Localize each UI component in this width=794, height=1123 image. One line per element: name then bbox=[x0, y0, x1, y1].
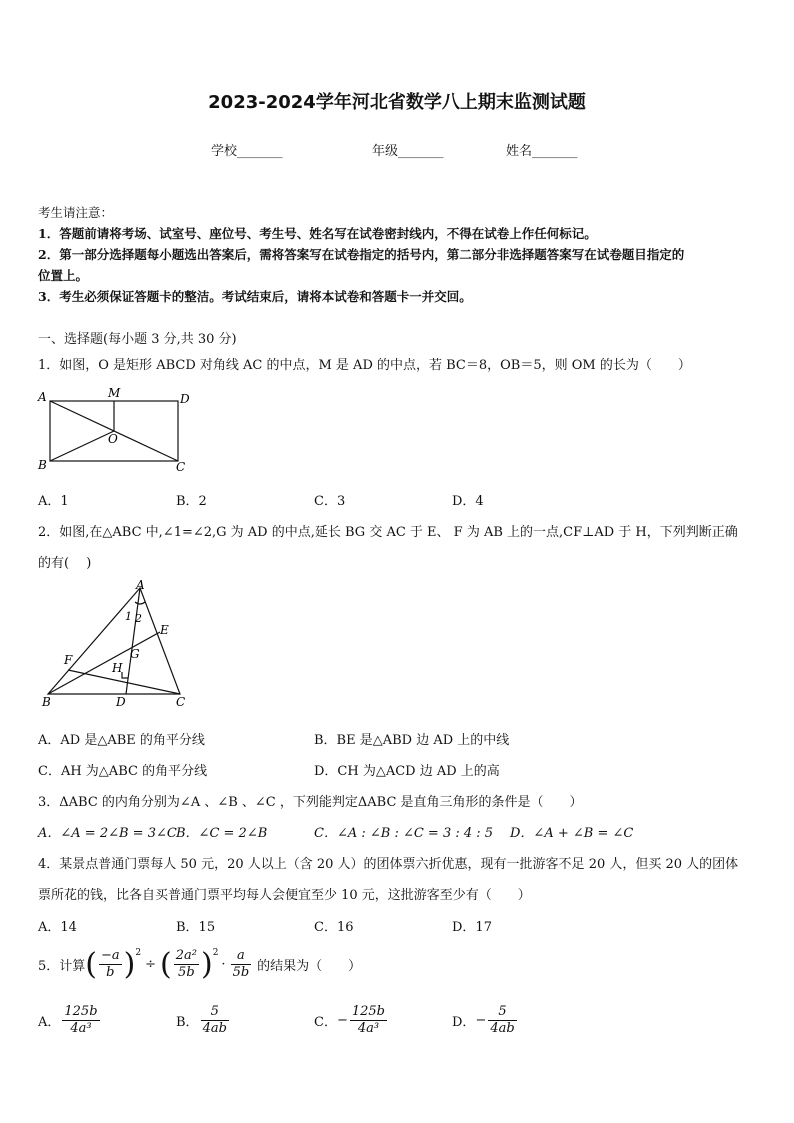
q2-option-d[interactable]: D．CH 为△ACD 边 AD 上的高 bbox=[314, 764, 500, 779]
q2-option-b[interactable]: B．BE 是△ABD 边 AD 上的中线 bbox=[314, 733, 510, 748]
q5-option-a-denominator: 4a³ bbox=[70, 1021, 92, 1036]
label-c: C bbox=[176, 695, 186, 709]
label-m: M bbox=[108, 386, 121, 400]
q5-option-b-label: B． bbox=[176, 1015, 199, 1030]
q4-option-c[interactable]: C．16 bbox=[314, 920, 354, 935]
notice-heading: 考生请注意： bbox=[38, 205, 114, 220]
left-paren: ( bbox=[85, 946, 97, 982]
q4-stem-line1: 4．某景点普通门票每人 50 元，20 人以上（含 20 人）的团体票六折优惠，现有一批游客不足 20 人，但买 20 人的团体 bbox=[38, 857, 739, 872]
q1-option-d[interactable]: D．4 bbox=[452, 494, 484, 509]
q5-option-d-denominator: 4ab bbox=[490, 1021, 515, 1036]
label-a: A bbox=[136, 578, 145, 592]
name-field[interactable]: 姓名_______ bbox=[506, 144, 578, 159]
q5-option-d-numerator: 5 bbox=[488, 1004, 516, 1021]
q5-option-c-sign: − bbox=[336, 1013, 348, 1028]
q3-stem: 3．ΔABC 的内角分别为∠A 、∠B 、∠C ，下列能判定ΔABC 是直角三角形的条件是（ ） bbox=[38, 795, 583, 810]
q3-option-c[interactable]: C．∠A : ∠B : ∠C = 3 : 4 : 5 bbox=[314, 826, 494, 841]
q1-figure bbox=[34, 385, 194, 475]
q5-option-d-sign: − bbox=[475, 1013, 487, 1028]
q2-option-a[interactable]: A．AD 是△ABE 的角平分线 bbox=[38, 733, 205, 748]
label-f: F bbox=[64, 653, 73, 667]
q5-option-b[interactable] bbox=[176, 1004, 231, 1037]
label-h: H bbox=[112, 661, 123, 675]
grade-field[interactable]: 年级_______ bbox=[372, 144, 444, 159]
q3-option-a[interactable]: A．∠A = 2∠B = 3∠C bbox=[38, 826, 177, 841]
q5-option-a-label: A． bbox=[38, 1015, 61, 1030]
q5-f3-denominator: 5b bbox=[232, 965, 250, 980]
q5-exponent-2: 2 bbox=[212, 948, 219, 958]
q5-f1-numerator: −a bbox=[101, 948, 120, 963]
q2-stem-line2: 的有( ) bbox=[38, 556, 92, 571]
label-b: B bbox=[42, 695, 51, 709]
q5-option-c[interactable] bbox=[314, 1004, 389, 1037]
section-title: 一、选择题(每小题 3 分,共 30 分) bbox=[38, 332, 237, 347]
q5-option-d-fraction bbox=[488, 1004, 516, 1037]
q5-option-b-numerator: 5 bbox=[201, 1004, 229, 1021]
q5-f3-numerator: a bbox=[231, 948, 252, 965]
label-angle-1: 1 bbox=[125, 610, 132, 623]
q5-option-b-fraction bbox=[201, 1004, 229, 1037]
page-title: 2023-2024学年河北省数学八上期末监测试题 bbox=[208, 92, 586, 113]
q5-fraction-3 bbox=[231, 948, 252, 981]
q5-option-a-fraction bbox=[62, 1004, 99, 1037]
left-paren: ( bbox=[160, 946, 172, 982]
q5-fraction-1 bbox=[99, 948, 122, 981]
label-angle-2: 2 bbox=[135, 612, 142, 625]
q5-divide-sign: ÷ bbox=[145, 957, 157, 972]
notice-item-3: 3．考生必须保证答题卡的整洁。考试结束后，请将本试卷和答题卡一并交回。 bbox=[38, 289, 472, 304]
q2-option-c[interactable]: C．AH 为△ABC 的角平分线 bbox=[38, 764, 208, 779]
right-paren: ) bbox=[200, 946, 213, 982]
q5-option-c-numerator: 125b bbox=[351, 1004, 385, 1019]
q4-option-b[interactable]: B．15 bbox=[176, 920, 216, 935]
q5-option-a-numerator: 125b bbox=[64, 1004, 98, 1019]
q5-option-c-label: C． bbox=[314, 1015, 337, 1030]
q5-fraction-2 bbox=[174, 948, 199, 981]
q1-option-a[interactable]: A．1 bbox=[38, 494, 69, 509]
label-o: O bbox=[108, 432, 118, 446]
segment-cf bbox=[68, 670, 180, 694]
label-d: D bbox=[180, 392, 190, 406]
q5-stem bbox=[38, 948, 361, 981]
q4-option-d[interactable]: D．17 bbox=[452, 920, 492, 935]
q1-option-b[interactable]: B．2 bbox=[176, 494, 207, 509]
q5-f1-denominator: b bbox=[106, 965, 115, 980]
triangle-abc bbox=[48, 588, 180, 694]
notice-item-2: 2．第一部分选择题每小题选出答案后，需将答案写在试卷指定的括号内，第二部分非选择题答案写在试卷题目指定的 bbox=[38, 247, 685, 262]
q5-option-c-denominator: 4a³ bbox=[357, 1021, 380, 1036]
label-a: A bbox=[38, 390, 47, 404]
segment-bo bbox=[50, 431, 114, 461]
q5-option-d-label: D． bbox=[452, 1015, 476, 1030]
q5-suffix: 的结果为（ ） bbox=[257, 959, 362, 974]
right-angle-mark bbox=[122, 672, 128, 678]
notice-item-2-cont: 位置上。 bbox=[38, 268, 89, 283]
q5-dot: · bbox=[221, 957, 226, 972]
label-c: C bbox=[176, 460, 186, 474]
notice-item-1: 1．答题前请将考场、试室号、座位号、考生号、姓名写在试卷密封线内，不得在试卷上作任何标记。 bbox=[38, 226, 597, 241]
angle-arc bbox=[135, 602, 145, 604]
q5-f2-denominator: 5b bbox=[178, 965, 195, 980]
q1-option-c[interactable]: C．3 bbox=[314, 494, 346, 509]
q5-option-a[interactable] bbox=[38, 1004, 102, 1037]
label-d: D bbox=[116, 695, 126, 709]
q4-option-a[interactable]: A．14 bbox=[38, 920, 77, 935]
q5-f2-numerator: 2a² bbox=[175, 948, 197, 963]
q2-stem-line1: 2．如图,在△ABC 中,∠1=∠2,G 为 AD 的中点,延长 BG 交 AC 于 E、 F 为 AB 上的一点,CF⊥AD 于 H，下列判断正确 bbox=[38, 525, 738, 540]
q3-option-d[interactable]: D．∠A + ∠B = ∠C bbox=[510, 826, 634, 841]
label-g: G bbox=[130, 647, 140, 661]
q5-exponent-1: 2 bbox=[135, 948, 142, 958]
label-b: B bbox=[38, 458, 47, 472]
q3-option-b[interactable]: B．∠C = 2∠B bbox=[176, 826, 268, 841]
q5-option-d[interactable] bbox=[452, 1004, 519, 1037]
q2-figure bbox=[38, 578, 198, 710]
q1-stem: 1．如图，O 是矩形 ABCD 对角线 AC 的中点，M 是 AD 的中点，若 BC＝8，OB＝5，则 OM 的长为（ ） bbox=[38, 358, 691, 373]
q5-prefix: 5．计算 bbox=[38, 959, 86, 974]
school-field[interactable]: 学校_______ bbox=[211, 144, 283, 159]
q5-option-c-fraction bbox=[350, 1004, 387, 1037]
q4-stem-line2: 票所花的钱，比各自买普通门票平均每人会便宜至少 10 元，这批游客至少有（ ） bbox=[38, 888, 531, 903]
label-e: E bbox=[160, 623, 169, 637]
q5-option-b-denominator: 4ab bbox=[202, 1021, 227, 1036]
right-paren: ) bbox=[123, 946, 136, 982]
